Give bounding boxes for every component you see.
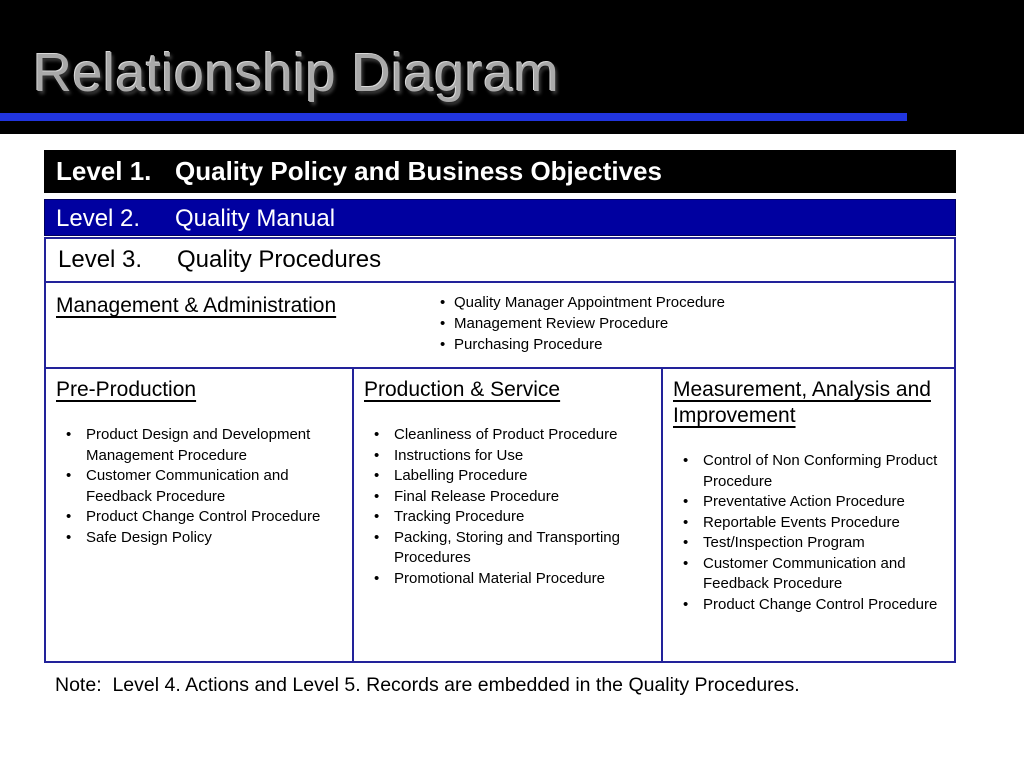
bullet-item: • Product Design and Development Management Procedure <box>62 425 344 466</box>
accent-line <box>0 113 907 121</box>
level1-prefix: Level 1. <box>56 156 152 186</box>
bullet-item: • Packing, Storing and Transporting Procedures <box>370 528 653 569</box>
management-section <box>46 281 954 367</box>
bullet-item: • Purchasing Procedure <box>436 334 725 355</box>
bullet-item: • Instructions for Use <box>370 446 653 467</box>
bullet-item: • Final Release Procedure <box>370 487 653 508</box>
production-service-heading: Production & Service <box>364 378 561 401</box>
level1-title: Quality Policy and Business Objectives <box>175 156 662 186</box>
bullet-item: • Customer Communication and Feedback Procedure <box>679 554 946 595</box>
column-pre-production <box>46 369 352 661</box>
bullet-item: • Safe Design Policy <box>62 528 344 549</box>
measurement-analysis-heading: Measurement, Analysis and Improvement <box>673 378 931 427</box>
bullet-item: • Quality Manager Appointment Procedure <box>436 292 725 313</box>
column-production-service <box>352 369 661 661</box>
production-service-bullet-list <box>370 425 653 589</box>
title-band <box>0 0 1024 134</box>
bullet-item: • Cleanliness of Product Procedure <box>370 425 653 446</box>
level3-row <box>46 239 954 281</box>
bullet-item: • Product Change Control Procedure <box>62 507 344 528</box>
note-text: Note: Level 4. Actions and Level 5. Records are embedded in the Quality Procedures. <box>55 674 800 696</box>
level3-title: Quality Procedures <box>177 246 382 273</box>
procedures-table <box>44 237 956 663</box>
level2-title: Quality Manual <box>175 205 336 232</box>
level1-bar <box>44 150 956 193</box>
bullet-item: • Control of Non Conforming Product Procedure <box>679 451 946 492</box>
procedure-columns <box>46 367 954 661</box>
bullet-item: • Labelling Procedure <box>370 466 653 487</box>
bullet-item: • Preventative Action Procedure <box>679 492 946 513</box>
pre-production-heading: Pre-Production <box>56 378 197 401</box>
column-measurement-analysis <box>661 369 954 661</box>
bullet-item: • Customer Communication and Feedback Procedure <box>62 466 344 507</box>
measurement-analysis-bullet-list <box>679 451 946 615</box>
management-bullet-list <box>436 292 725 367</box>
bullet-item: • Test/Inspection Program <box>679 533 946 554</box>
bullet-item: • Tracking Procedure <box>370 507 653 528</box>
bullet-item: • Promotional Material Procedure <box>370 569 653 590</box>
relationship-diagram <box>44 150 956 663</box>
bullet-item: • Management Review Procedure <box>436 313 725 334</box>
level3-prefix: Level 3. <box>58 246 143 273</box>
level2-prefix: Level 2. <box>56 205 141 232</box>
slide-title: Relationship Diagram <box>33 43 560 103</box>
bullet-item: • Reportable Events Procedure <box>679 513 946 534</box>
level2-bar <box>44 199 956 236</box>
management-heading: Management & Administration <box>56 294 337 317</box>
pre-production-bullet-list <box>62 425 344 548</box>
bullet-item: • Product Change Control Procedure <box>679 595 946 616</box>
